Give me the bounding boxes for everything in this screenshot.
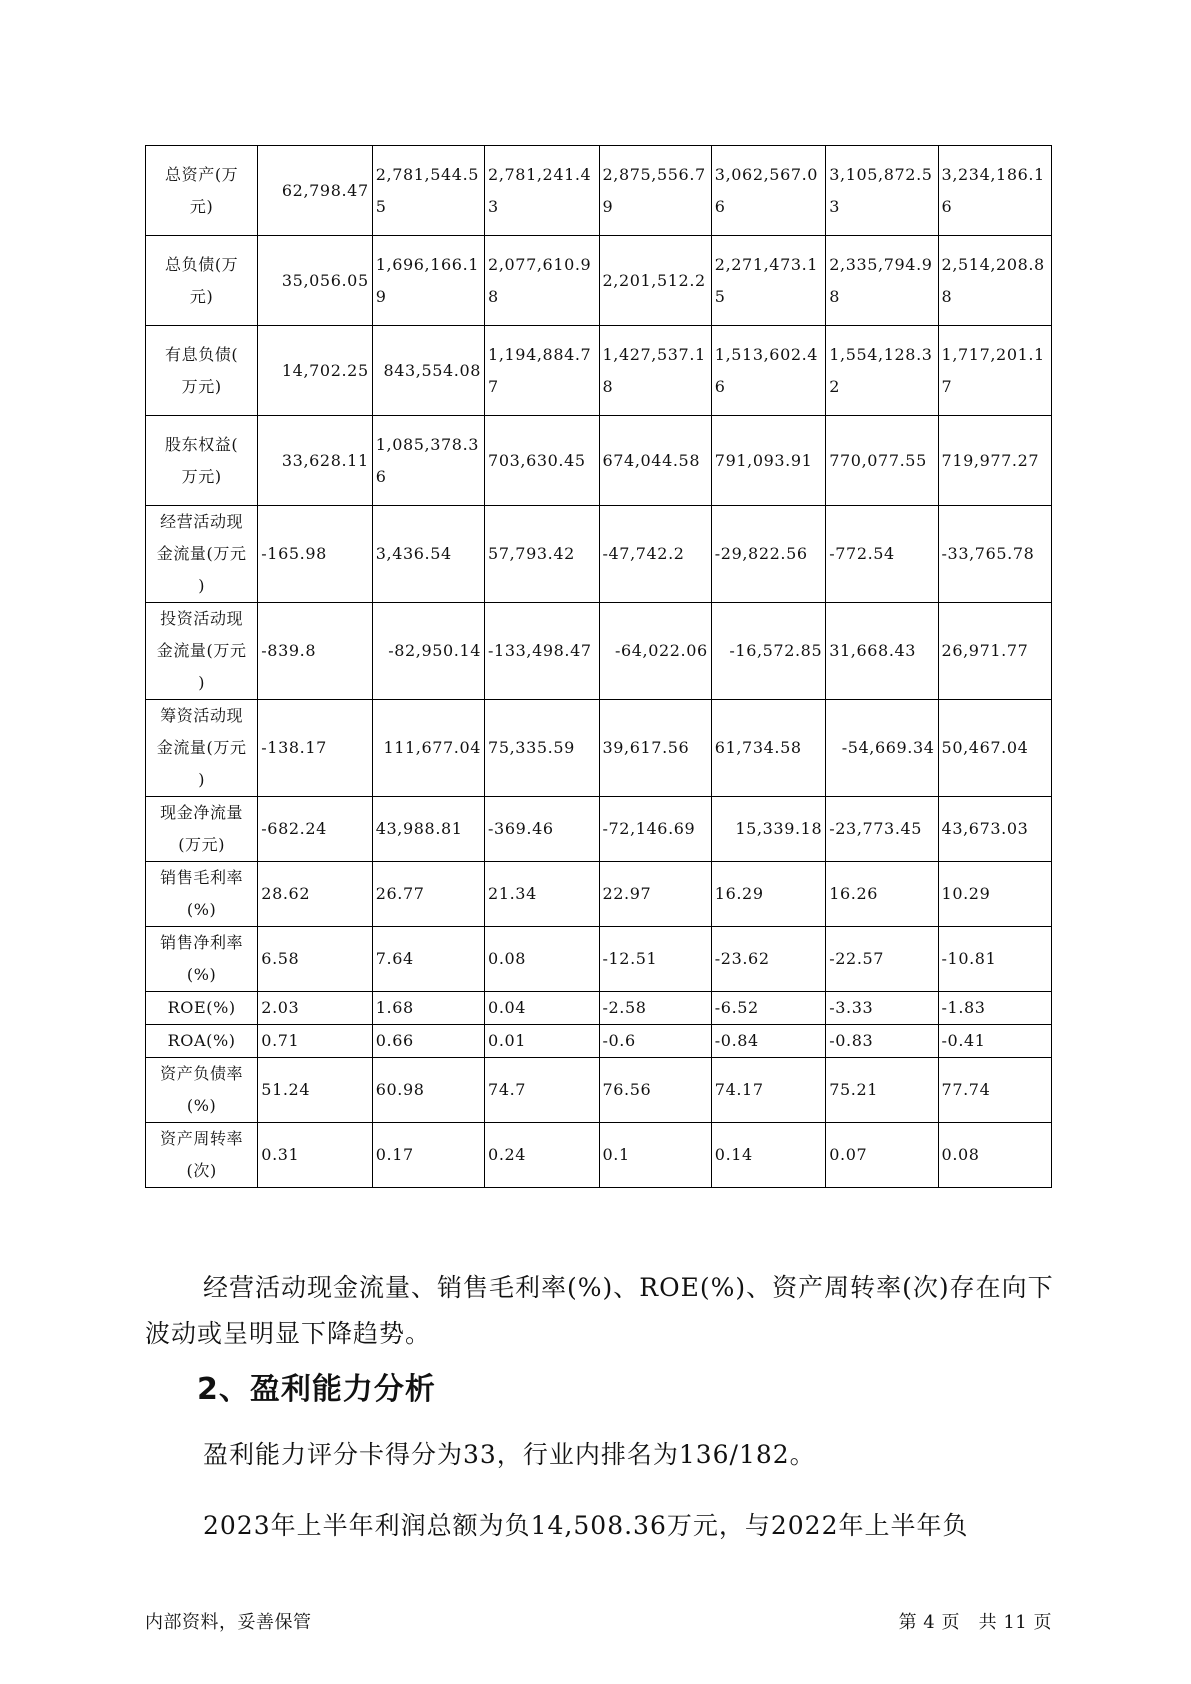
table-cell: -23.62: [711, 927, 825, 992]
table-row: [146, 326, 1052, 416]
table-row: [146, 797, 1052, 862]
table-cell: 2,781,544.5 5: [372, 146, 484, 236]
table-row: [146, 603, 1052, 700]
table-cell: -29,822.56: [711, 506, 825, 603]
table-cell: 60.98: [372, 1058, 484, 1123]
table-cell: 719,977.27: [938, 416, 1051, 506]
table-cell: 16.26: [826, 862, 938, 927]
table-cell: 1,194,884.7 7: [485, 326, 599, 416]
table-cell: 77.74: [938, 1058, 1051, 1123]
table-cell: -369.46: [485, 797, 599, 862]
table-cell: 0.31: [258, 1123, 372, 1188]
table-cell: 28.62: [258, 862, 372, 927]
table-cell: 43,673.03: [938, 797, 1051, 862]
table-cell: 3,234,186.1 6: [938, 146, 1051, 236]
table-cell: -10.81: [938, 927, 1051, 992]
row-label: 资产周转率 (次): [146, 1123, 258, 1188]
table-cell: 21.34: [485, 862, 599, 927]
table-cell: 1,513,602.4 6: [711, 326, 825, 416]
table-cell: -133,498.47: [485, 603, 599, 700]
table-row: [146, 1123, 1052, 1188]
table-cell: 26.77: [372, 862, 484, 927]
table-cell: 10.29: [938, 862, 1051, 927]
paragraph-scorecard: 盈利能力评分卡得分为33，行业内排名为136/182。: [203, 1440, 816, 1469]
table-cell: 2,781,241.4 3: [485, 146, 599, 236]
paragraph-trend-summary: 经营活动现金流量、销售毛利率(%)、ROE(%)、资产周转率(次)存在向下波动或呈明显下降趋势。: [145, 1273, 1054, 1348]
row-label: 投资活动现 金流量(万元 ): [146, 603, 258, 700]
table-cell: 7.64: [372, 927, 484, 992]
table-cell: 33,628.11: [258, 416, 372, 506]
table-cell: -0.6: [599, 1025, 711, 1058]
table-cell: -54,669.34: [826, 700, 938, 797]
table-row: [146, 506, 1052, 603]
table-cell: 1.68: [372, 992, 484, 1025]
table-cell: -138.17: [258, 700, 372, 797]
table-cell: 0.66: [372, 1025, 484, 1058]
table-cell: 3,105,872.5 3: [826, 146, 938, 236]
row-label: 经营活动现 金流量(万元 ): [146, 506, 258, 603]
table-cell: 75.21: [826, 1058, 938, 1123]
table-cell: 57,793.42: [485, 506, 599, 603]
table-cell: 703,630.45: [485, 416, 599, 506]
financial-indicators-table: [145, 145, 1052, 1188]
table-cell: 0.08: [485, 927, 599, 992]
row-label: 资产负债率 (%): [146, 1058, 258, 1123]
table-cell: 2,271,473.1 5: [711, 236, 825, 326]
table-cell: 50,467.04: [938, 700, 1051, 797]
table-cell: 74.7: [485, 1058, 599, 1123]
table-cell: 51.24: [258, 1058, 372, 1123]
table-cell: -6.52: [711, 992, 825, 1025]
table-cell: 6.58: [258, 927, 372, 992]
row-label: 销售净利率 (%): [146, 927, 258, 992]
table-cell: -33,765.78: [938, 506, 1051, 603]
table-cell: 0.08: [938, 1123, 1051, 1188]
table-cell: -12.51: [599, 927, 711, 992]
table-cell: 76.56: [599, 1058, 711, 1123]
table-cell: 2.03: [258, 992, 372, 1025]
table-row: [146, 700, 1052, 797]
table-cell: 674,044.58: [599, 416, 711, 506]
table-cell: 1,085,378.3 6: [372, 416, 484, 506]
table-cell: 770,077.55: [826, 416, 938, 506]
table-cell: -165.98: [258, 506, 372, 603]
table-cell: -1.83: [938, 992, 1051, 1025]
table-cell: 0.14: [711, 1123, 825, 1188]
table-row: [146, 236, 1052, 326]
table-cell: -839.8: [258, 603, 372, 700]
table-cell: 43,988.81: [372, 797, 484, 862]
paragraph-profit: 2023年上半年利润总额为负14,508.36万元，与2022年上半年负: [203, 1511, 969, 1540]
table-row: [146, 1058, 1052, 1123]
table-cell: -64,022.06: [599, 603, 711, 700]
table-cell: 75,335.59: [485, 700, 599, 797]
table-cell: 2,201,512.2: [599, 236, 711, 326]
table-cell: 791,093.91: [711, 416, 825, 506]
table-cell: -22.57: [826, 927, 938, 992]
table-cell: 3,436.54: [372, 506, 484, 603]
table-cell: 14,702.25: [258, 326, 372, 416]
table-cell: -3.33: [826, 992, 938, 1025]
footer-confidential-note: 内部资料，妥善保管: [145, 1612, 312, 1633]
table-cell: 843,554.08: [372, 326, 484, 416]
table-cell: 0.24: [485, 1123, 599, 1188]
table-cell: -0.83: [826, 1025, 938, 1058]
table-cell: 0.01: [485, 1025, 599, 1058]
table-cell: 2,875,556.7 9: [599, 146, 711, 236]
table-cell: 3,062,567.0 6: [711, 146, 825, 236]
table-cell: 2,514,208.8 8: [938, 236, 1051, 326]
table-cell: -82,950.14: [372, 603, 484, 700]
table-cell: 31,668.43: [826, 603, 938, 700]
table-cell: -772.54: [826, 506, 938, 603]
table-cell: 62,798.47: [258, 146, 372, 236]
table-cell: 1,717,201.1 7: [938, 326, 1051, 416]
table-row: [146, 146, 1052, 236]
table-cell: 0.04: [485, 992, 599, 1025]
row-label: 总负债(万 元): [146, 236, 258, 326]
row-label: ROA(%): [146, 1025, 258, 1058]
row-label: 销售毛利率 (%): [146, 862, 258, 927]
table-cell: -23,773.45: [826, 797, 938, 862]
row-label: 现金净流量 (万元): [146, 797, 258, 862]
row-label: 总资产(万 元): [146, 146, 258, 236]
table-cell: 1,427,537.1 8: [599, 326, 711, 416]
table-cell: 26,971.77: [938, 603, 1051, 700]
table-row: [146, 416, 1052, 506]
table-cell: -0.84: [711, 1025, 825, 1058]
table-cell: -0.41: [938, 1025, 1051, 1058]
table-cell: 22.97: [599, 862, 711, 927]
table-cell: 15,339.18: [711, 797, 825, 862]
row-label: 股东权益( 万元): [146, 416, 258, 506]
table-cell: 111,677.04: [372, 700, 484, 797]
row-label: 筹资活动现 金流量(万元 ): [146, 700, 258, 797]
table-row: [146, 927, 1052, 992]
table-cell: 16.29: [711, 862, 825, 927]
table-cell: 0.71: [258, 1025, 372, 1058]
table-cell: 1,554,128.3 2: [826, 326, 938, 416]
table-cell: 39,617.56: [599, 700, 711, 797]
table-row: [146, 1025, 1052, 1058]
row-label: 有息负债( 万元): [146, 326, 258, 416]
table-cell: 0.07: [826, 1123, 938, 1188]
table-cell: 74.17: [711, 1058, 825, 1123]
table-cell: 2,077,610.9 8: [485, 236, 599, 326]
table-cell: 0.17: [372, 1123, 484, 1188]
table-cell: 35,056.05: [258, 236, 372, 326]
table-body: [146, 146, 1052, 1188]
table-cell: -72,146.69: [599, 797, 711, 862]
table-row: [146, 862, 1052, 927]
table-cell: -16,572.85: [711, 603, 825, 700]
footer-page-number: 第 4 页 共 11 页: [898, 1612, 1052, 1633]
table-cell: -2.58: [599, 992, 711, 1025]
table-cell: 1,696,166.1 9: [372, 236, 484, 326]
section-heading-profitability: 2、盈利能力分析: [197, 1372, 436, 1407]
table-cell: -47,742.2: [599, 506, 711, 603]
table-cell: 2,335,794.9 8: [826, 236, 938, 326]
table-cell: 61,734.58: [711, 700, 825, 797]
table-row: [146, 992, 1052, 1025]
table-cell: 0.1: [599, 1123, 711, 1188]
table-cell: -682.24: [258, 797, 372, 862]
row-label: ROE(%): [146, 992, 258, 1025]
